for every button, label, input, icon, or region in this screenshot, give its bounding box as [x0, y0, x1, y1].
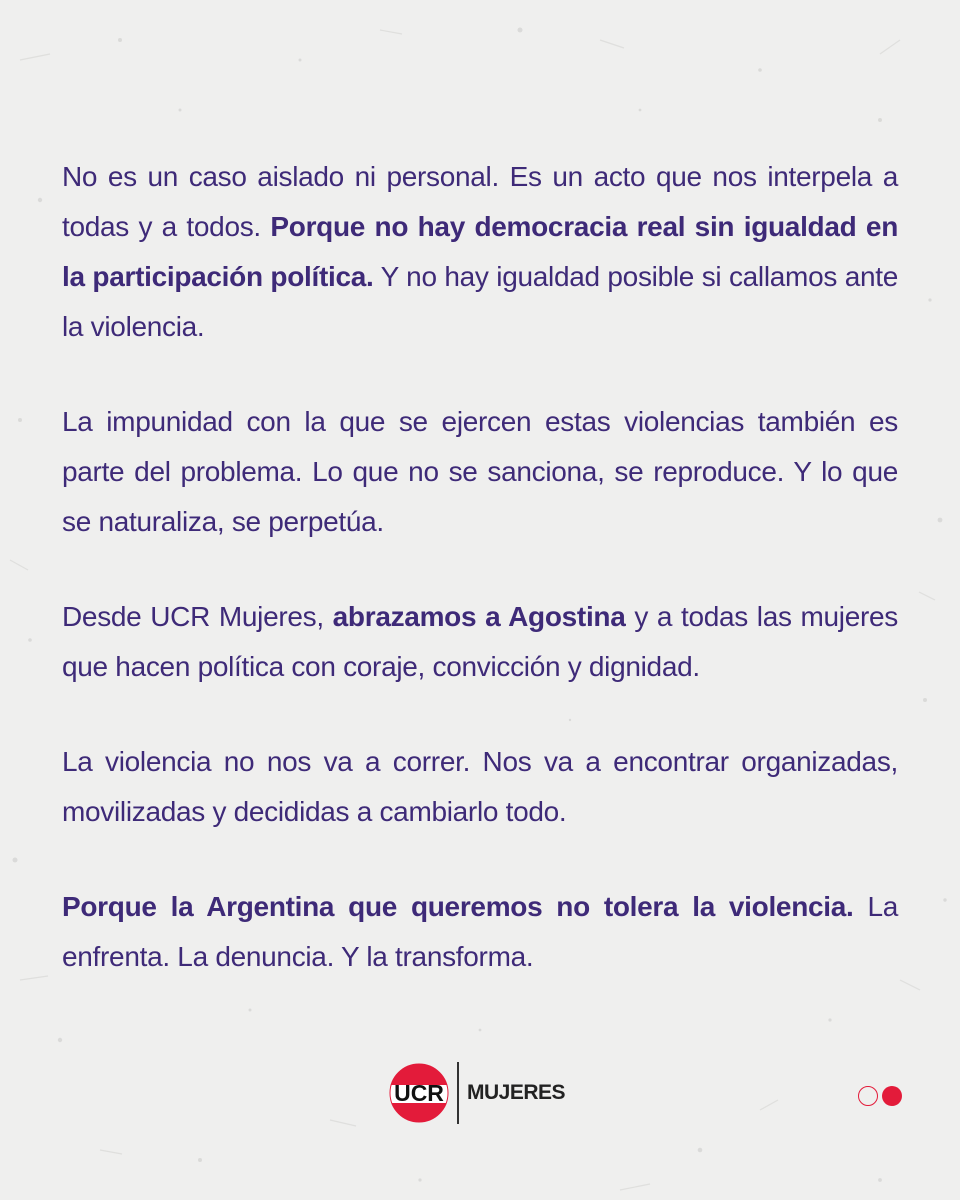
paragraph-1-tail: Y no hay igualdad posible si callamos ante la violencia. — [62, 261, 898, 342]
paragraph-3 — [62, 592, 898, 692]
carousel-indicator — [858, 1086, 902, 1106]
paragraph-1-plain: No es un caso aislado ni personal. Es un acto que nos interpela a todas y a todos. — [62, 161, 898, 242]
paragraph-5-tail: La enfrenta. La denuncia. Y la transforma. — [62, 891, 898, 972]
paragraph-3-plain: Desde UCR Mujeres, — [62, 601, 333, 632]
paragraph-4-plain: La violencia no nos va a correr. Nos va a encontrar organizadas, movilizadas y decididas a cambiarlo todo. — [62, 746, 898, 827]
statement-text — [62, 152, 898, 1027]
paragraph-1 — [62, 152, 898, 352]
ucr-mujeres-logo — [389, 1058, 565, 1128]
page-dot-2-active — [882, 1086, 902, 1106]
ucr-mark-text: UCR — [394, 1080, 444, 1106]
paragraph-4 — [62, 737, 898, 837]
paragraph-2 — [62, 397, 898, 547]
logo-label: MUJERES — [467, 1081, 566, 1104]
paragraph-2-plain: La impunidad con la que se ejercen estas violencias también es parte del problema. Lo que no se sanciona, se reproduce. Y lo que se naturaliza, se perpetúa. — [62, 406, 898, 537]
page-dot-1 — [858, 1086, 878, 1106]
paragraph-3-tail: y a todas las mujeres que hacen política con coraje, convicción y dignidad. — [62, 601, 898, 682]
ucr-logo-mark — [389, 1063, 449, 1123]
paragraph-3-emphasis: abrazamos a Agostina — [332, 601, 626, 632]
paragraph-5-emphasis: Porque la Argentina que queremos no tolera la violencia. — [62, 891, 854, 922]
logo-divider — [457, 1062, 459, 1124]
paragraph-5 — [62, 882, 898, 982]
ucr-emblem-icon — [389, 1063, 449, 1123]
paragraph-1-emphasis: Porque no hay democracia real sin igualdad en la participación política. — [62, 211, 898, 292]
